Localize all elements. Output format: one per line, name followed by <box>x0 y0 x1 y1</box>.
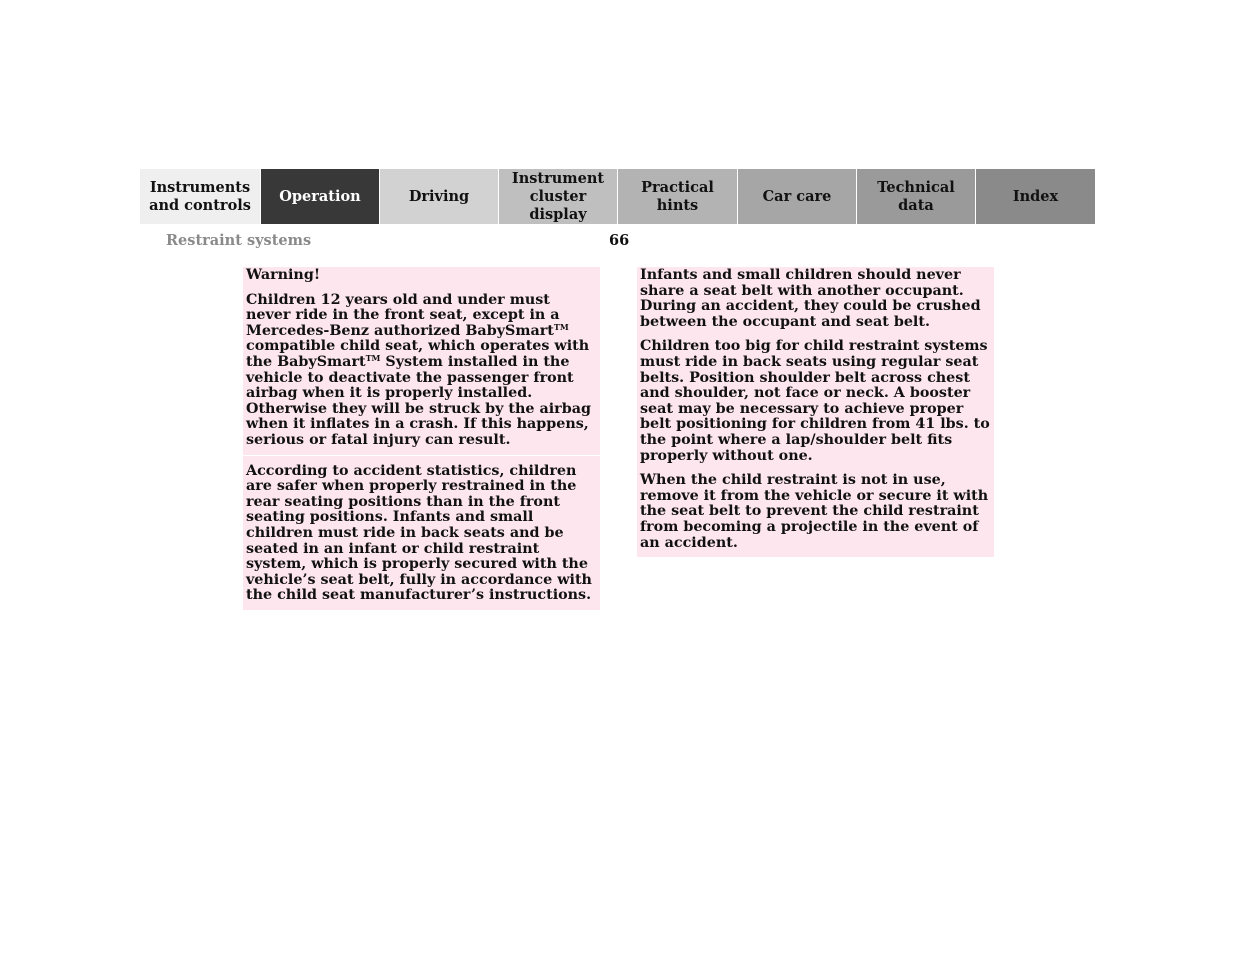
child-restraint-storage-paragraph: When the child restraint is not in use, remove it from the vehicle or secure it with the seat belt to prevent the child restraint from becoming a projectile in the event of an accident. <box>640 472 989 551</box>
tab-practical-hints[interactable] <box>617 169 737 224</box>
warning-box-3 <box>637 267 994 557</box>
tab-label: Operation <box>279 187 361 205</box>
tab-technical-data[interactable] <box>856 169 975 224</box>
left-column <box>243 267 600 610</box>
trademark-sup: TM <box>553 321 569 332</box>
tab-operation[interactable] <box>260 169 379 224</box>
warning-heading: Warning! <box>246 267 321 283</box>
accident-statistics-paragraph: According to accident statistics, children are safer when properly restrained in the rear seating positions than in the front seating positions. Infants and small children must ride in back seats and be seated in an infant or child restraint system, which is properly secured with the vehicle’s seat belt, fully in accordance with the child seat manufacturer’s instructions. <box>246 462 592 604</box>
tab-car-care[interactable] <box>737 169 856 224</box>
tab-label: Index <box>1012 187 1059 205</box>
tab-label: Technical data <box>877 178 955 214</box>
tab-index[interactable] <box>975 169 1095 224</box>
page-number: 66 <box>609 232 630 249</box>
tab-label: Car care <box>762 187 832 205</box>
warning-box-2 <box>243 455 600 610</box>
tab-driving[interactable] <box>379 169 498 224</box>
tab-label: Instruments and controls <box>149 178 251 214</box>
warning-front-seat-paragraph <box>246 293 597 449</box>
shared-seat-belt-paragraph: Infants and small children should never share a seat belt with another occupant. During an accident, they could be crushed between the occupant and seat belt. <box>640 267 981 330</box>
tab-instruments-and-controls[interactable] <box>140 169 260 224</box>
right-column <box>637 267 994 557</box>
text-segment: compatible child seat, which operates with the BabySmart <box>246 338 590 370</box>
tab-label: Driving <box>408 187 470 205</box>
warning-box-1 <box>243 267 600 455</box>
tab-label: Practical hints <box>641 178 714 214</box>
section-title: Restraint systems <box>166 232 312 249</box>
chapter-tab-bar <box>140 169 1095 224</box>
tab-label: Instrument cluster display <box>511 169 605 223</box>
trademark-sup: TM <box>365 352 381 363</box>
booster-seat-paragraph: Children too big for child restraint systems must ride in back seats using regular seat belts. Position shoulder belt across chest and shoulder, not face or neck. A booster seat may be necessary to achieve proper belt positioning for children from 41 lbs. to the point where a lap/shoulder belt fits properly without one. <box>640 338 990 464</box>
tab-instrument-cluster-display[interactable] <box>498 169 617 224</box>
text-segment: Children 12 years old and under must never ride in the front seat, except in a Mercedes-Benz authorized BabySmart <box>246 291 560 339</box>
text-segment: System installed in the vehicle to deactivate the passenger front airbag when it is properly installed. Otherwise they will be struck by the airbag when it inflates in a crash. If this happens, serious or fatal injury can result. <box>246 353 591 448</box>
